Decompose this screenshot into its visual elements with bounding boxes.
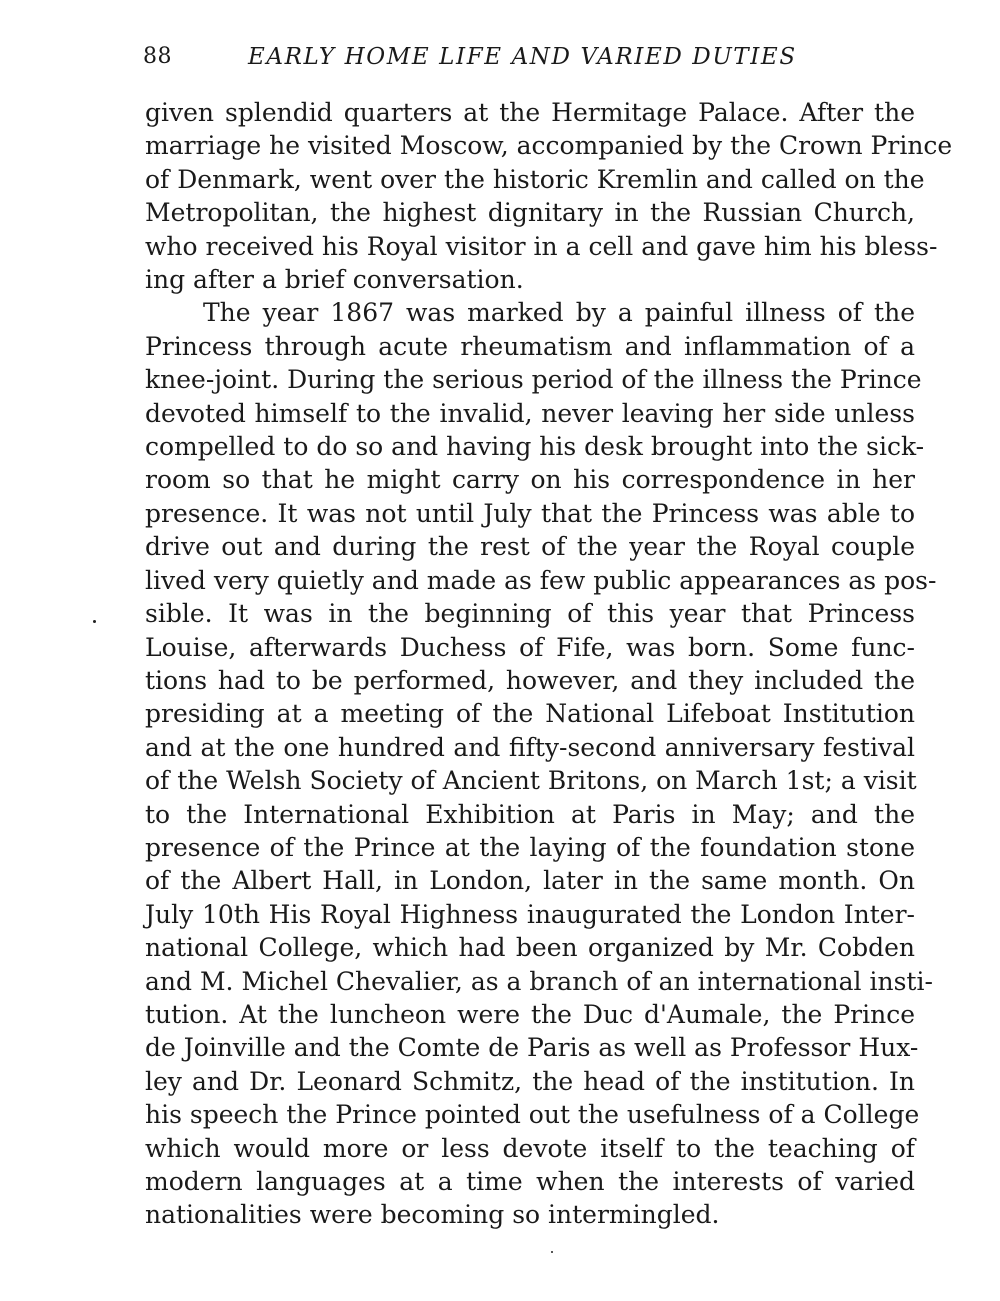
text-line: nationalities were becoming so intermingled.: [145, 1200, 720, 1230]
ink-speck: [93, 620, 96, 623]
text-line: ing after a brief conversation.: [145, 265, 524, 295]
text-line: presence. It was not until July that the Princess was able to: [145, 498, 915, 528]
text-line: knee-joint. During the serious period of the illness the Prince: [145, 365, 922, 395]
text-line: presiding at a meeting of the National Lifeboat Institution: [145, 699, 915, 729]
text-line: tions had to be performed, however, and they included the: [145, 665, 915, 695]
text-line: marriage he visited Moscow, accompanied by the Crown Prince: [145, 131, 953, 161]
text-line: compelled to do so and having his desk brought into the sick-: [145, 432, 925, 462]
text-line: of Denmark, went over the historic Kremlin and called on the: [145, 164, 925, 194]
text-line: lived very quietly and made as few public appearances as pos-: [145, 565, 937, 595]
text-line: and M. Michel Chevalier, as a branch of an international insti-: [145, 966, 933, 996]
text-line: The year 1867 was marked by a painful illness of the: [203, 298, 915, 328]
text-line: given splendid quarters at the Hermitage Palace. After the: [145, 98, 915, 127]
text-line: national College, which had been organized by Mr. Cobden: [145, 933, 915, 963]
text-line: room so that he might carry on his correspondence in her: [145, 465, 915, 495]
text-line: Louise, afterwards Duchess of Fife, was born. Some func-: [145, 632, 915, 662]
body-text: [145, 96, 953, 1232]
text-line: Princess through acute rheumatism and inflammation of a: [145, 331, 915, 361]
text-line: modern languages at a time when the interests of varied: [145, 1167, 915, 1196]
text-line: drive out and during the rest of the year the Royal couple: [145, 532, 915, 562]
text-line: presence of the Prince at the laying of the foundation stone: [145, 832, 915, 862]
text-line: ley and Dr. Leonard Schmitz, the head of the institution. In: [145, 1066, 915, 1096]
text-line: to the International Exhibition at Paris in May; and the: [145, 799, 915, 829]
text-line: which would more or less devote itself to the teaching of: [145, 1133, 915, 1163]
ink-speck: [551, 1251, 553, 1253]
text-line: and at the one hundred and fifty-second anniversary festival: [145, 732, 915, 762]
page-header: [143, 44, 903, 78]
text-line: sible. It was in the beginning of this year that Princess: [145, 599, 915, 629]
text-line: July 10th His Royal Highness inaugurated the London Inter-: [145, 899, 915, 929]
text-line: of the Welsh Society of Ancient Britons, on March 1st; a visit: [145, 766, 917, 796]
text-line: his speech the Prince pointed out the usefulness of a College: [145, 1100, 920, 1130]
text-line: of the Albert Hall, in London, later in the same month. On: [145, 866, 915, 896]
page-number: 88: [143, 44, 172, 69]
text-line: Metropolitan, the highest dignitary in the Russian Church,: [145, 198, 915, 228]
text-line: who received his Royal visitor in a cell and gave him his bless-: [145, 231, 938, 261]
text-line: tution. At the luncheon were the Duc d'Aumale, the Prince: [145, 999, 915, 1029]
text-line: devoted himself to the invalid, never leaving her side unless: [145, 398, 915, 428]
running-title: EARLY HOME LIFE AND VARIED DUTIES: [248, 44, 797, 70]
text-line: de Joinville and the Comte de Paris as well as Professor Hux-: [145, 1033, 919, 1063]
